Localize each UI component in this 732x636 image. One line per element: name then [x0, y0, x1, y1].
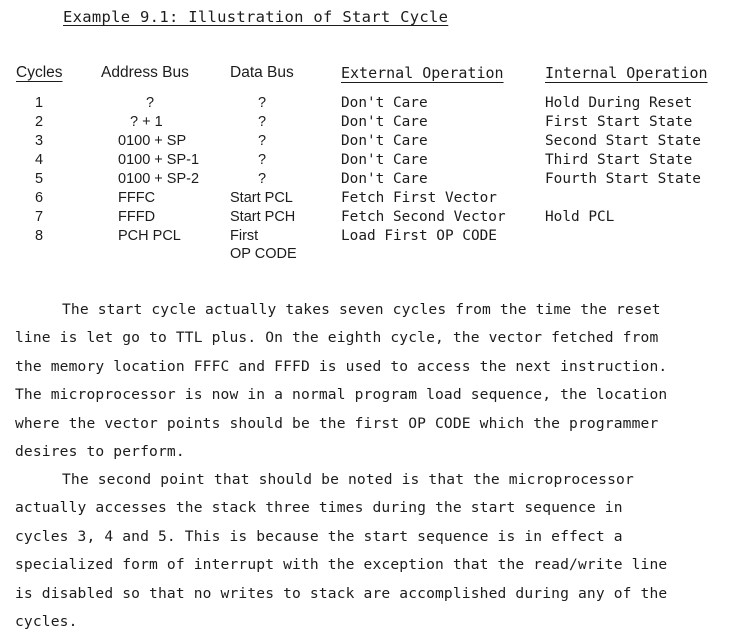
table-cell-address: 0100 + SP-1: [118, 152, 200, 168]
table-cell-cycle: 6: [35, 190, 44, 206]
table-cell-address: 0100 + SP-2: [118, 171, 200, 187]
table-cell-internal: Fourth Start State: [545, 171, 701, 187]
table-cell-cycle: 3: [35, 133, 44, 149]
paragraph-line: actually accesses the stack three times during the start sequence in: [15, 499, 623, 517]
table-cell-external: Fetch Second Vector: [341, 209, 506, 225]
table-cell-cycle: 7: [35, 209, 44, 225]
table-cell-address: FFFC: [118, 190, 156, 206]
paragraph-line: The microprocessor is now in a normal program load sequence, the location: [15, 386, 668, 404]
paragraph-line: desires to perform.: [15, 443, 185, 461]
table-cell-internal: Hold During Reset: [545, 95, 693, 111]
example-title: [63, 8, 448, 26]
table-cell-data: ?: [258, 95, 267, 111]
header-data-bus: Data Bus: [230, 64, 294, 81]
table-cell-external: Don't Care: [341, 171, 428, 187]
paragraph-line: cycles 3, 4 and 5. This is because the start sequence is in effect a: [15, 527, 623, 545]
table-cell-external: Load First OP CODE: [341, 228, 497, 244]
paragraph-line: line is let go to TTL plus. On the eighth cycle, the vector fetched from: [15, 329, 659, 347]
paragraph-line: is disabled so that no writes to stack are accomplished during any of the: [15, 584, 668, 602]
table-cell-cycle: 5: [35, 171, 44, 187]
paragraph-line: the memory location FFFC and FFFD is used to access the next instruction.: [15, 357, 668, 375]
table-cell-data: ?: [258, 171, 267, 187]
table-cell-internal: Second Start State: [545, 133, 701, 149]
paragraph-line: The second point that should be noted is that the microprocessor: [62, 471, 634, 488]
table-cell-data: First: [230, 228, 259, 244]
table-cell-address: ?: [146, 95, 155, 111]
table-cell-external: Don't Care: [341, 95, 428, 111]
table-cell-data: ?: [258, 133, 267, 149]
table-cell-external: Don't Care: [341, 152, 428, 168]
paragraph-line: The start cycle actually takes seven cycles from the time the reset: [62, 301, 661, 318]
paragraph-line: cycles.: [15, 613, 78, 631]
table-cell-internal: Third Start State: [545, 152, 693, 168]
table-cell-address: FFFD: [118, 209, 156, 225]
paragraph-2: [15, 466, 720, 636]
example-title-text: : Illustration of Start Cycle: [168, 8, 449, 26]
header-address-bus: Address Bus: [101, 64, 189, 81]
header-external-operation: External Operation: [341, 64, 504, 82]
paragraph-line: specialized form of interrupt with the exception that the read/write line: [15, 556, 668, 574]
table-cell-internal: Hold PCL: [545, 209, 615, 225]
table-cell-internal: First Start State: [545, 114, 693, 130]
table-cell-data: ?: [258, 152, 267, 168]
table-cell-address: ? + 1: [130, 114, 163, 130]
table-cell-external: Don't Care: [341, 133, 428, 149]
paragraph-1: [15, 296, 720, 466]
table-cell-cycle: 4: [35, 152, 44, 168]
example-title-number: Example 9.1: [63, 8, 169, 26]
table-cell-external: Don't Care: [341, 114, 428, 130]
table-cell-data: Start PCH: [230, 209, 296, 225]
table-cell-address: 0100 + SP: [118, 133, 187, 149]
header-internal-operation: Internal Operation: [545, 64, 708, 82]
table-cell-cycle: 1: [35, 95, 44, 111]
table-cell-external: Fetch First Vector: [341, 190, 497, 206]
table-cell-cycle: 2: [35, 114, 44, 130]
table-cell-data-continuation: OP CODE: [230, 246, 297, 262]
paragraph-line: where the vector points should be the first OP CODE which the programmer: [15, 414, 659, 432]
table-cell-cycle: 8: [35, 228, 44, 244]
table-cell-data: Start PCL: [230, 190, 293, 206]
header-cycles: Cycles: [16, 64, 63, 81]
table-cell-data: ?: [258, 114, 267, 130]
table-cell-address: PCH PCL: [118, 228, 181, 244]
